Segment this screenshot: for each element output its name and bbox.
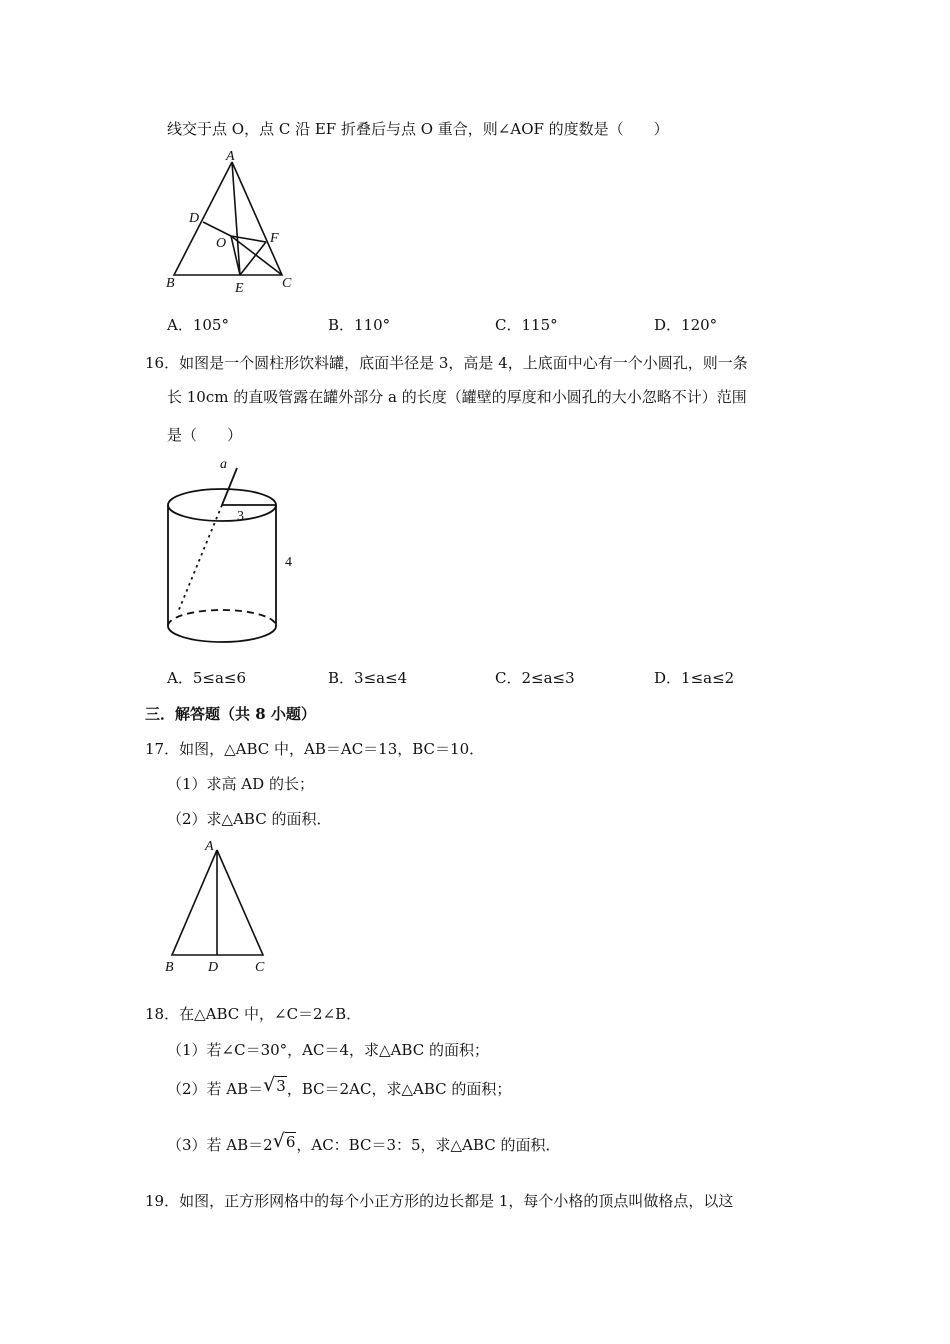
q15-label-F: F [270,231,279,246]
q16-label-radius: 3 [237,509,244,524]
q16-line1: 16．如图是一个圆柱形饮料罐，底面半径是 3，高是 4，上底面中心有一个小圆孔，则一条 [145,354,748,372]
q18-part3-radicand: 6 [285,1133,296,1151]
sqrt-symbol: √ [263,1074,276,1096]
q16-label-height: 4 [285,555,292,570]
q15-figure [160,148,320,298]
q17-part1: （1）求高 AD 的长； [167,775,314,793]
q16-option-d: D．1≤a≤2 [654,669,735,687]
q17-figure [160,836,290,976]
q18-part2 [167,1074,512,1099]
q15-option-c: C．115° [495,316,558,334]
q15-option-b: B．110° [328,316,391,334]
q16-option-a: A．5≤a≤6 [167,669,246,687]
q18-part1: （1）若∠C＝30°，AC＝4，求△ABC 的面积； [167,1041,489,1059]
q17-label-A: A [205,839,214,854]
q16-option-b: B．3≤a≤4 [328,669,408,687]
sqrt-symbol: √ [272,1130,285,1152]
q16-cylinder-figure [160,452,310,652]
q16-line3: 是（ ） [167,426,243,444]
q18-stem: 18．在△ABC 中，∠C＝2∠B． [145,1005,362,1023]
q16-option-c: C．2≤a≤3 [495,669,575,687]
q15-label-E: E [235,281,244,296]
q18-part2-pre: （2）若 AB＝ [167,1080,264,1098]
q18-part3 [167,1130,561,1155]
q16-line2: 长 10cm 的直吸管露在罐外部分 a 的长度（罐壁的厚度和小圆孔的大小忽略不计）范围 [167,388,747,406]
q15-label-O: O [216,236,227,251]
q15-label-B: B [166,276,175,291]
q18-part2-radicand: 3 [276,1077,286,1095]
section-title: 三．解答题（共 8 小题） [145,705,316,723]
q15-label-D: D [189,211,200,226]
q15-label-C: C [282,276,292,291]
q15-stem-tail: 线交于点 O，点 C 沿 EF 折叠后与点 O 重合，则∠AOF 的度数是（ ） [167,120,669,138]
q17-label-C: C [255,960,265,975]
q19-line1: 19．如图，正方形网格中的每个小正方形的边长都是 1，每个小格的顶点叫做格点，以这 [145,1192,734,1210]
q18-part3-post: ，AC：BC＝3：5，求△ABC 的面积． [296,1136,561,1154]
q17-label-D: D [208,960,219,975]
q15-option-d: D．120° [654,316,718,334]
q16-label-a: a [220,457,227,472]
q18-part2-post: ，BC＝2AC，求△ABC 的面积； [286,1080,512,1098]
q17-part2: （2）求△ABC 的面积． [167,810,332,828]
q17-label-B: B [165,960,174,975]
q18-part3-pre: （3）若 AB＝2 [167,1136,273,1154]
q17-stem: 17．如图，△ABC 中，AB＝AC＝13，BC＝10． [145,740,485,758]
q15-option-a: A．105° [167,316,229,334]
q15-label-A: A [226,149,235,164]
